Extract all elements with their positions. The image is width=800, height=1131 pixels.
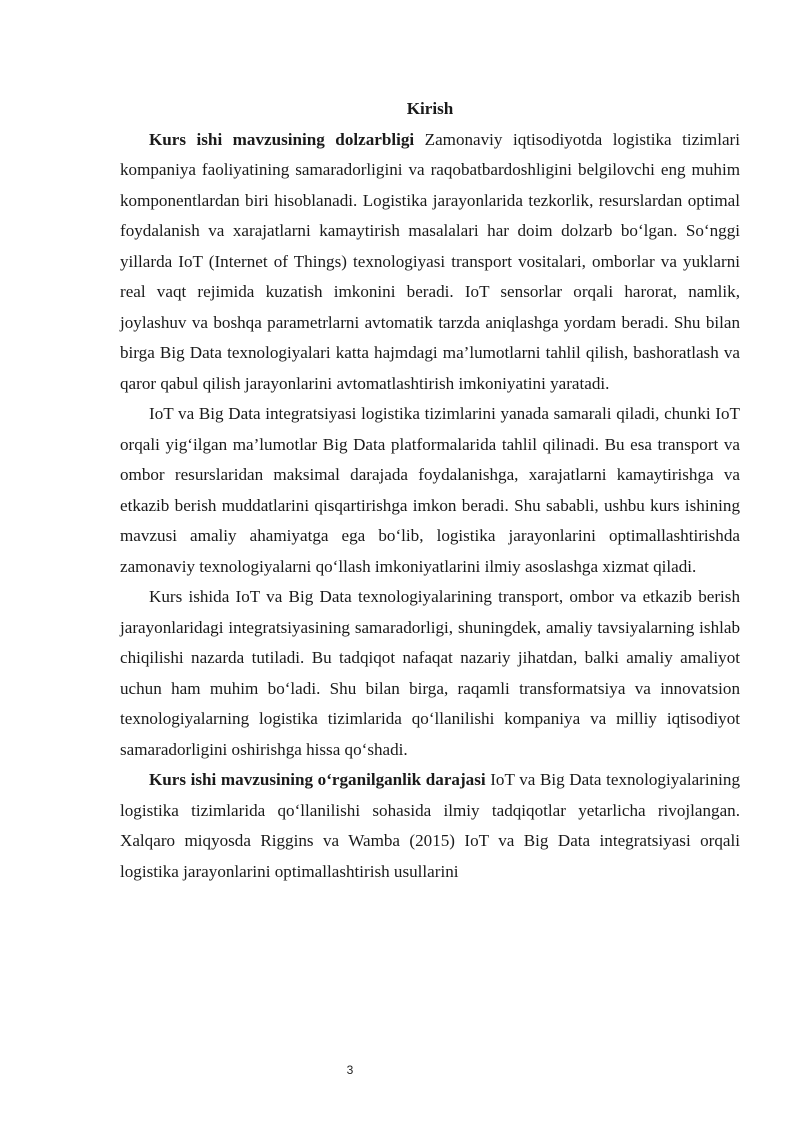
paragraph-text-integration: IoT va Big Data integratsiyasi logistika tizimlarini yanada samarali qiladi, chunki IoT orqali yig‘ilgan ma’lumotlar Big Data platformalarida tahlil qilinadi. Bu esa transport va ombor resurslaridan maksimal darajada foydalanishga, xarajatlarni kamaytirishga va etkazib berish muddatlarini qisqartirishga imkon beradi. Shu sababli, ushbu kurs ishining mavzusi amaliy ahamiyatga ega bo‘lib, logistika jarayonlarini optimallashtirishda zamonaviy texnologiyalarni qo‘llash imkoniyatlarini ilmiy asoslashga xizmat qiladi. [120,404,740,576]
document-body [120,92,740,887]
paragraph-integration [120,399,740,582]
paragraph-lead-relevance: Kurs ishi mavzusining dolzarbligi [149,129,415,149]
paragraph-relevance [120,125,740,400]
paragraph-study-level [120,765,740,887]
paragraph-lead-study-level: Kurs ishi mavzusining o‘rganilganlik darajasi [149,770,486,789]
paragraph-text-study-level: IoT va Big Data texnologiyalarining logistika tizimlarida qo‘llanilishi sohasida ilmiy tadqiqotlar yetarlicha rivojlangan. Xalqaro miqyosda Riggins va Wamba (2015) IoT va Big Data integratsiyasi orqali logistika jarayonlarini optimallashtirish usullarini [120,770,740,881]
section-title: Kirish [406,99,454,118]
page-number: 3 [346,1063,354,1077]
paragraph-text-relevance: Zamonaviy iqtisodiyotda logistika tizimlari kompaniya faoliyatining samaradorligini va raqobatbardoshligini belgilovchi eng muhim komponentlardan biri hisoblanadi. Logistika jarayonlarida tezkorlik, resurslardan optimal foydalanish va xarajatlarni kamaytirish masalalari har doim dolzarb bo‘lgan. So‘nggi yillarda IoT (Internet of Things) texnologiyasi transport vositalari, omborlar va yuklarni real vaqt rejimida kuzatish imkonini beradi. IoT sensorlar orqali harorat, namlik, joylashuv va boshqa parametrlarni avtomatik tarzda aniqlashga yordam beradi. Shu bilan birga Big Data texnologiyalari katta hajmdagi ma’lumotlarni tahlil qilish, bashoratlash va qaror qabul qilish jarayonlarini avtomatlashtirish imkoniyatini yaratadi. [120,129,741,393]
paragraph-text-course-scope: Kurs ishida IoT va Big Data texnologiyalarining transport, ombor va etkazib berish jarayonlaridagi integratsiyasining samaradorligi, shuningdek, amaliy tavsiyalarning ishlab chiqilishi nazarda tutiladi. Bu tadqiqot nafaqat nazariy jihatdan, balki amaliy amaliyot uchun ham muhim bo‘ladi. Shu bilan birga, raqamli transformatsiya va innovatsion texnologiyalarning logistika tizimlarida qo‘llanilishi kompaniya va milliy iqtisodiyot samaradorligini oshirishga hissa qo‘shadi. [120,587,740,759]
paragraph-course-scope [120,582,740,765]
